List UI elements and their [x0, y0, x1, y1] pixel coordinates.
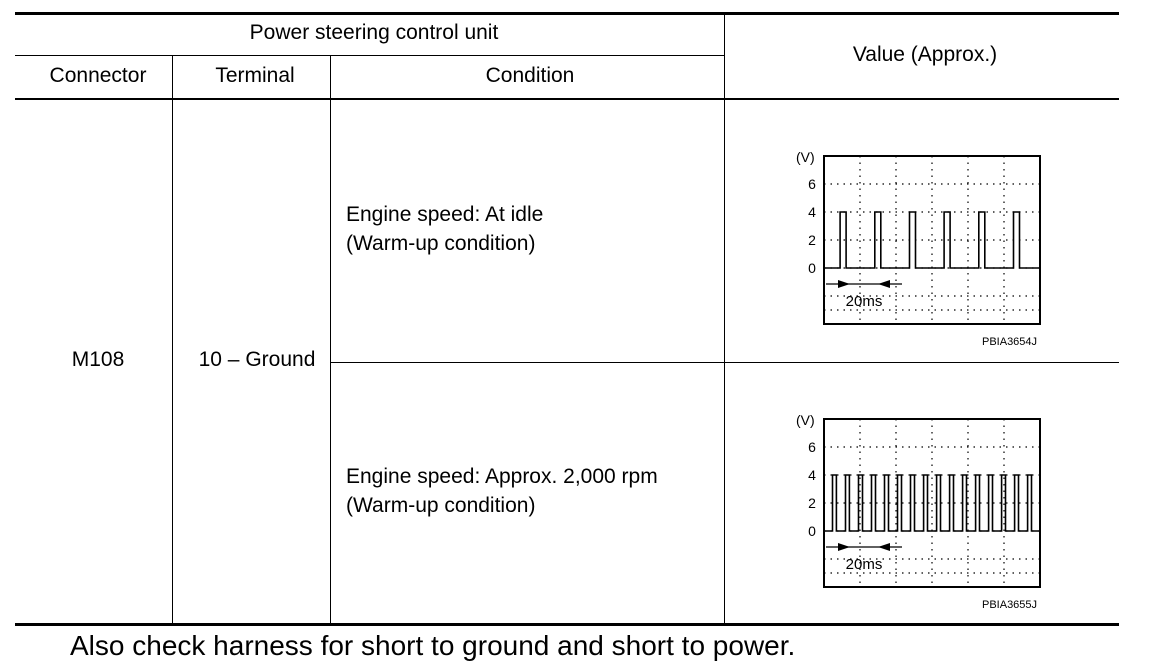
y-tick-label: 4 [808, 467, 816, 483]
condition-line: Engine speed: Approx. 2,000 rpm [346, 465, 658, 488]
figure-id: PBIA3655J [982, 599, 1038, 611]
condition-line: (Warm-up condition) [346, 232, 536, 255]
unit-label: (V) [796, 149, 815, 165]
time-arrow-right [838, 280, 850, 288]
condition-line: (Warm-up condition) [346, 494, 536, 517]
figure-id: PBIA3654J [982, 336, 1038, 348]
time-label: 20ms [845, 293, 883, 310]
time-arrow-right [838, 543, 850, 551]
group-header: Power steering control unit [249, 21, 499, 44]
unit-label: (V) [796, 412, 815, 428]
column-header-terminal: Terminal [215, 64, 295, 87]
y-tick-label: 2 [808, 495, 816, 511]
col-divider-value [724, 14, 725, 624]
y-tick-label: 4 [808, 204, 816, 220]
condition-cell-2000rpm [346, 462, 658, 520]
column-header-condition: Condition [485, 64, 575, 87]
time-label: 20ms [845, 556, 883, 573]
table-top-border [15, 12, 1119, 15]
waveform-trace [824, 475, 1040, 531]
oscilloscope-waveform-idle [790, 144, 1050, 329]
waveform-trace [824, 212, 1040, 268]
y-tick-label: 6 [808, 439, 816, 455]
y-tick-label: 6 [808, 176, 816, 192]
oscilloscope-waveform-2000rpm [790, 407, 1050, 592]
y-tick-label: 0 [808, 260, 816, 276]
condition-cell-idle [346, 200, 543, 258]
time-arrow-left [878, 280, 890, 288]
group-header-divider [15, 55, 724, 56]
column-header-connector: Connector [49, 64, 147, 87]
terminal-cell: 10 – Ground [198, 348, 316, 371]
footnote: Also check harness for short to ground and short to power. [70, 630, 796, 661]
header-bottom-border [15, 98, 1119, 100]
col-divider-connector [172, 56, 173, 624]
condition-line: Engine speed: At idle [346, 203, 544, 226]
table-bottom-border [15, 623, 1119, 626]
value-header: Value (Approx.) [852, 43, 998, 66]
y-tick-label: 2 [808, 232, 816, 248]
col-divider-terminal [330, 56, 331, 624]
y-tick-label: 0 [808, 523, 816, 539]
time-arrow-left [878, 543, 890, 551]
connector-cell: M108 [71, 348, 125, 371]
